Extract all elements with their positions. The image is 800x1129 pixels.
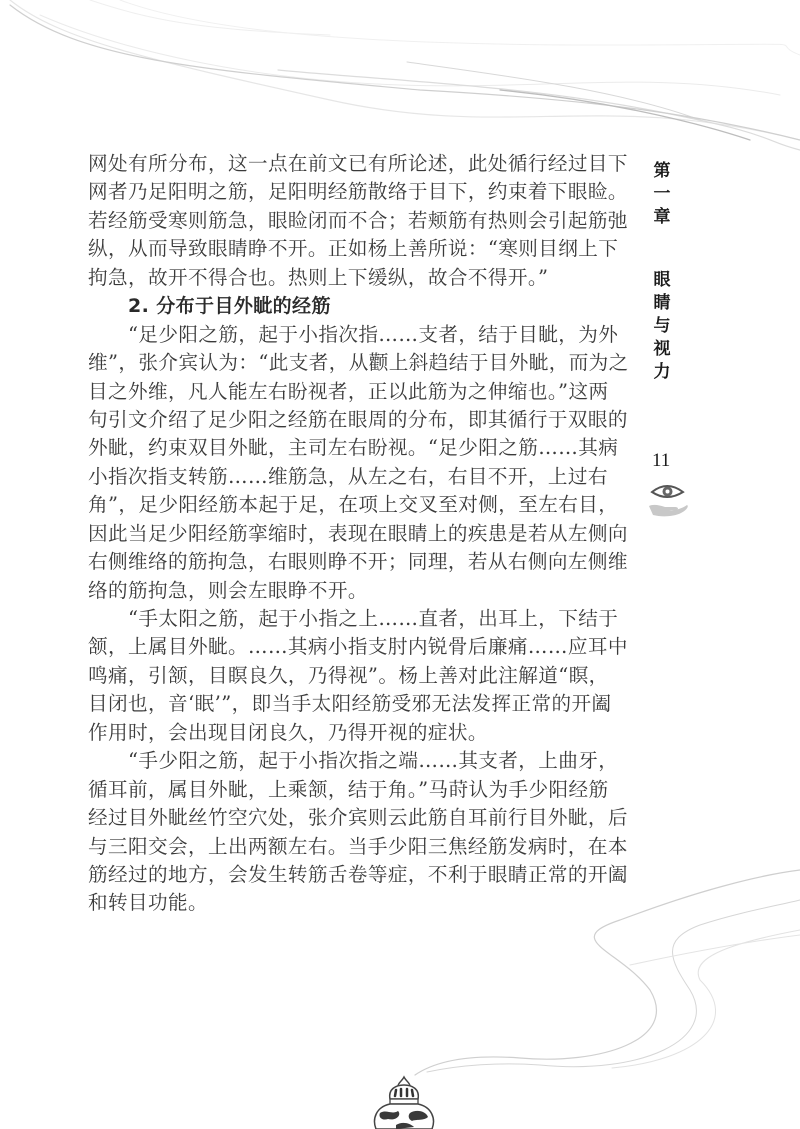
text-line: 外眦，约束双目外眦，主司左右盼视。“足少阳之筋……其病 [88, 436, 619, 460]
text-line: “手太阳之筋，起于小指之上……直者，出耳上，下结于 [128, 607, 619, 630]
text-line: 拘急，故开不得合也。热则上下缓纵，故合不得开。” [88, 265, 549, 289]
text-line: 网处有所分布，这一点在前文已有所论述，此处循行经过目下 [88, 152, 628, 175]
text-line: 因此当足少阳经筋挛缩时，表现在眼睛上的疾患是若从左侧向 [88, 521, 628, 545]
text-line: 句引文介绍了足少阳之经筋在眼周的分布，即其循行于双眼的 [88, 407, 628, 431]
text-line: 纵，从而导致眼睛睁不开。正如杨上善所说：“寒则目纲上下 [88, 237, 619, 261]
chapter-title-char: 眼 [653, 270, 671, 290]
chapter-label-char: 一 [653, 184, 671, 204]
chapter-title-vertical [650, 160, 674, 384]
text-line: “足少阳之筋，起于小指次指……支者，结于目眦，为外 [128, 322, 619, 346]
text-line: 作用时，会出现目闭良久，乃得开视的症状。 [88, 720, 488, 744]
body-text [88, 150, 629, 918]
text-line: 目之外维，凡人能左右盼视者，正以此筋为之伸缩也。”这两 [88, 379, 609, 403]
text-line: 右侧维络的筋拘急，右眼则睁不开；同理，若从右侧向左侧维 [88, 550, 628, 574]
text-line: 维”，张介宾认为：“此支者，从颧上斜趋结于目外眦，而为之 [88, 351, 629, 375]
chapter-label-char: 章 [653, 207, 671, 227]
text-line: 经过目外眦丝竹空穴处，张介宾则云此筋自耳前行目外眦，后 [88, 806, 628, 830]
chapter-title-char: 视 [653, 339, 671, 359]
text-line: 若经筋受寒则筋急，眼睑闭而不合；若颊筋有热则会引起筋弛 [88, 208, 628, 232]
page-number: 11 [652, 450, 671, 471]
text-line: 络的筋拘急，则会左眼睁不开。 [88, 578, 368, 602]
text-line: “手少阳之筋，起于小指次指之端……其支者，上曲牙， [128, 749, 619, 773]
text-line: 目闭也，音‘眠’”，即当手太阳经筋受邪无法发挥正常的开阖 [88, 692, 612, 716]
text-line: 鸣痛，引颔，目瞑良久，乃得视”。杨上善对此注解道“瞑， [88, 663, 609, 687]
text-line: 角”，足少阳经筋本起于足，在项上交叉至对侧，至左右目， [88, 493, 619, 517]
chapter-title-char: 睛 [653, 293, 671, 313]
text-line: 网者乃足阳明之筋，足阳明经筋散络于目下，约束着下眼睑。 [88, 180, 628, 204]
chapter-title-char: 与 [653, 316, 671, 336]
text-line: 循耳前，属目外眦，上乘颔，结于角。”马莳认为手少阳经筋 [88, 777, 609, 801]
spacer [650, 229, 674, 269]
section-heading: 2. 分布于目外眦的经筋 [128, 295, 331, 318]
porcelain-jar-icon [370, 1075, 440, 1129]
text-line: 筋经过的地方，会发生转筋舌卷等症，不利于眼睛正常的开阖 [88, 862, 628, 886]
chapter-label-char: 第 [653, 161, 671, 181]
eye-in-hand-icon [645, 480, 690, 520]
chapter-title-char: 力 [653, 362, 671, 382]
text-line: 和转目功能。 [88, 891, 208, 915]
text-line: 颔，上属目外眦。……其病小指支肘内锐骨后廉痛……应耳中 [88, 635, 628, 659]
text-line: 与三阳交会，上出两额左右。当手少阳三焦经筋发病时，在本 [88, 834, 628, 858]
text-line: 小指次指支转筋……维筋急，从左之右，右目不开，上过右 [88, 464, 608, 488]
